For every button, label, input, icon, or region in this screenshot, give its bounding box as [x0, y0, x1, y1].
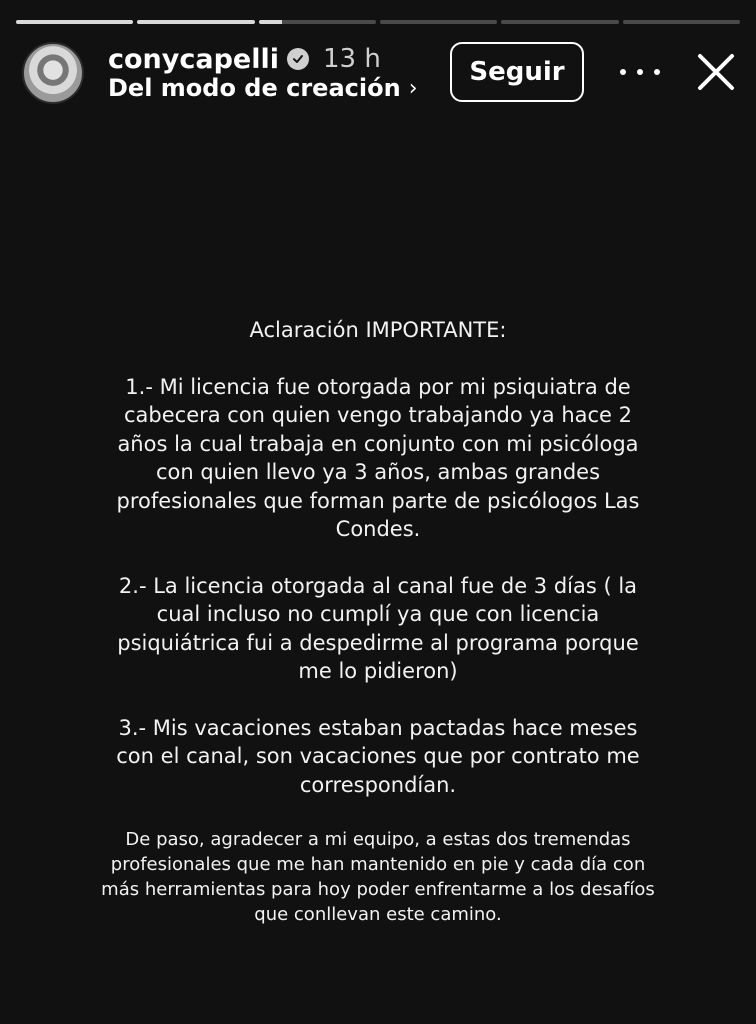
progress-fill [259, 20, 282, 24]
post-time: 13 h [323, 44, 381, 74]
progress-segment [623, 20, 740, 24]
story-point-2: 2.- La licencia otorgada al canal fue de 3 días ( la cual incluso no cumplí ya que con licencia psiquiátrica fui a despedirme al programa porque me lo pidieron) [117, 573, 639, 683]
follow-button[interactable]: Seguir [450, 42, 584, 102]
story-progress-bar [16, 20, 740, 24]
verified-badge-icon [287, 48, 309, 70]
user-line [108, 42, 381, 76]
progress-segment [259, 20, 376, 24]
progress-segment [501, 20, 618, 24]
username[interactable]: conycapelli [108, 43, 280, 75]
progress-fill [16, 20, 133, 24]
creation-mode-label: Del modo de creación [108, 74, 401, 102]
chevron-right-icon: › [408, 75, 418, 101]
story-point-1: 1.- Mi licencia fue otorgada por mi psiquiatra de cabecera con quien vengo trabajando ya hace 2 años la cual trabaja en conjunto con mi psicóloga con quien llevo ya 3 años, ambas grandes profesionales que forman parte de psicólogos Las Condes. [116, 374, 640, 541]
story-content [100, 316, 656, 955]
story-header [22, 42, 734, 104]
story-thanks: De paso, agradecer a mi equipo, a estas dos tremendas profesionales que me han mantenido en pie y cada día con más herramientas para hoy poder enfrentarme a los desafíos que conllevan este camino. [101, 829, 655, 925]
story-heading: Aclaración IMPORTANTE: [249, 318, 507, 342]
avatar[interactable] [22, 42, 84, 104]
creation-mode-link[interactable] [108, 74, 418, 102]
more-options-icon[interactable] [620, 58, 660, 86]
story-point-3: 3.- Mis vacaciones estaban pactadas hace meses con el canal, son vacaciones que por contrato me correspondían. [116, 715, 640, 797]
progress-segment [137, 20, 254, 24]
progress-segment [380, 20, 497, 24]
progress-segment [16, 20, 133, 24]
close-icon[interactable] [694, 50, 738, 94]
progress-fill [137, 20, 254, 24]
